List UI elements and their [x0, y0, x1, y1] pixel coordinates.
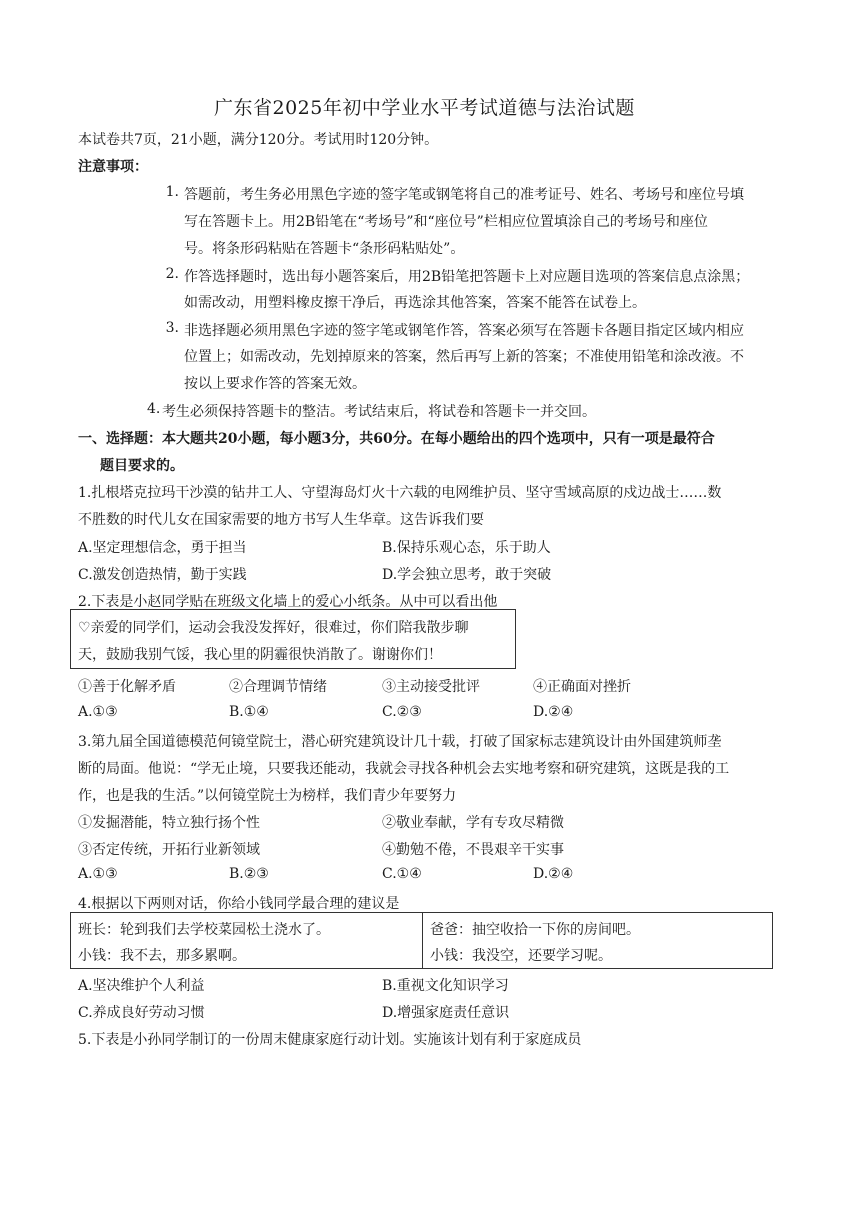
q3-item: ②敬业奉献，学有专攻尽精微 — [382, 815, 564, 831]
q4-dialogue-left: 小钱：我不去，那多累啊。 — [78, 948, 246, 964]
q1-stem: 不胜数的时代儿女在国家需要的地方书写人生华章。这告诉我们要 — [78, 512, 484, 528]
notice-line: 写在答题卡上。用2B铅笔在“考场号”和“座位号”栏相应位置填涂自己的考场号和座位 — [184, 214, 708, 230]
q1-option-a: A.坚定理想信念，勇于担当 — [78, 540, 247, 556]
notice-line: 考生必须保持答题卡的整洁。考试结束后，将试卷和答题卡一并交回。 — [162, 404, 596, 420]
table-divider — [422, 913, 423, 968]
notice-number: 4. — [147, 401, 161, 417]
q2-note-line: 天，鼓励我别气馁，我心里的阴霾很快消散了。谢谢你们！ — [78, 647, 442, 663]
q2-item: ①善于化解矛盾 — [78, 679, 176, 695]
section-heading: 一、选择题：本大题共20小题，每小题3分，共60分。在每小题给出的四个选项中，只有一项是最符合 — [78, 431, 715, 447]
notice-number: 1. — [165, 184, 179, 200]
q3-item: ④勤勉不倦，不畏艰辛干实事 — [382, 842, 564, 858]
notice-number: 2. — [165, 266, 179, 282]
q2-item: ②合理调节情绪 — [229, 679, 327, 695]
section-heading-cont: 题目要求的。 — [100, 458, 184, 474]
q3-item: ③否定传统，开拓行业新领域 — [78, 842, 260, 858]
q1-stem: 1.扎根塔克拉玛干沙漠的钻井工人、守望海岛灯火十六载的电网维护员、坚守雪域高原的戍边战士……数 — [78, 485, 722, 501]
q3-option-d: D.②④ — [533, 866, 574, 882]
q4-option-d: D.增强家庭责任意识 — [382, 1005, 510, 1021]
notice-heading: 注意事项： — [78, 159, 148, 175]
q3-stem: 断的局面。他说：“学无止境，只要我还能动，我就会寻找各种机会去实地考察和研究建筑，这既是我的工 — [78, 761, 730, 777]
q2-item: ④正确面对挫折 — [533, 679, 631, 695]
q2-stem: 2.下表是小赵同学贴在班级文化墙上的爱心小纸条。从中可以看出他 — [78, 594, 498, 610]
notice-line: 位置上；如需改动，先划掉原来的答案，然后再写上新的答案；不准使用铅笔和涂改液。不 — [184, 349, 744, 365]
q4-option-b: B.重视文化知识学习 — [382, 978, 509, 994]
notice-line: 如需改动，用塑料橡皮擦干净后，再选涂其他答案，答案不能答在试卷上。 — [184, 295, 646, 311]
q3-option-c: C.①④ — [382, 866, 422, 882]
q4-option-c: C.养成良好劳动习惯 — [78, 1005, 205, 1021]
q1-option-c: C.激发创造热情，勤于实践 — [78, 567, 247, 583]
q4-option-a: A.坚决维护个人利益 — [78, 978, 205, 994]
notice-line: 作答选择题时，选出每小题答案后，用2B铅笔把答题卡上对应题目选项的答案信息点涂黑； — [184, 269, 750, 285]
q2-option-a: A.①③ — [78, 704, 118, 720]
q2-note-line: ♡亲爱的同学们，运动会我没发挥好，很难过，你们陪我散步聊 — [78, 620, 469, 636]
notice-line: 答题前，考生务必用黑色字迹的签字笔或钢笔将自己的准考证号、姓名、考场号和座位号填 — [184, 187, 744, 203]
notice-number: 3. — [165, 320, 179, 336]
q3-option-b: B.②③ — [229, 866, 269, 882]
q3-option-a: A.①③ — [78, 866, 118, 882]
q4-stem: 4.根据以下两则对话，你给小钱同学最合理的建议是 — [78, 896, 400, 912]
q2-option-c: C.②③ — [382, 704, 422, 720]
notice-line: 按以上要求作答的答案无效。 — [184, 376, 366, 392]
q1-option-d: D.学会独立思考，敢于突破 — [382, 567, 552, 583]
notice-line: 号。将条形码粘贴在答题卡“条形码粘贴处”。 — [184, 241, 465, 257]
q5-stem: 5.下表是小孙同学制订的一份周末健康家庭行动计划。实施该计划有利于家庭成员 — [78, 1032, 582, 1048]
q3-stem: 3.第九届全国道德模范何镜堂院士，潜心研究建筑设计几十载，打破了国家标志建筑设计由外国建筑师垄 — [78, 734, 722, 750]
page-title: 广东省2025年初中学业水平考试道德与法治试题 — [214, 97, 635, 119]
q1-option-b: B.保持乐观心态，乐于助人 — [382, 540, 551, 556]
q2-option-d: D.②④ — [533, 704, 574, 720]
q4-dialogue-right: 小钱：我没空，还要学习呢。 — [430, 948, 612, 964]
notice-line: 非选择题必须用黑色字迹的签字笔或钢笔作答，答案必须写在答题卡各题目指定区域内相应 — [184, 323, 744, 339]
q4-dialogue-right: 爸爸：抽空收拾一下你的房间吧。 — [430, 922, 640, 938]
q3-item: ①发掘潜能，特立独行扬个性 — [78, 815, 260, 831]
q3-stem: 作，也是我的生活。”以何镜堂院士为榜样，我们青少年要努力 — [78, 788, 457, 804]
exam-intro: 本试卷共7页，21小题，满分120分。考试用时120分钟。 — [78, 132, 439, 148]
q4-dialogue-left: 班长：轮到我们去学校菜园松土浇水了。 — [78, 922, 330, 938]
q2-item: ③主动接受批评 — [382, 679, 480, 695]
q2-option-b: B.①④ — [229, 704, 269, 720]
